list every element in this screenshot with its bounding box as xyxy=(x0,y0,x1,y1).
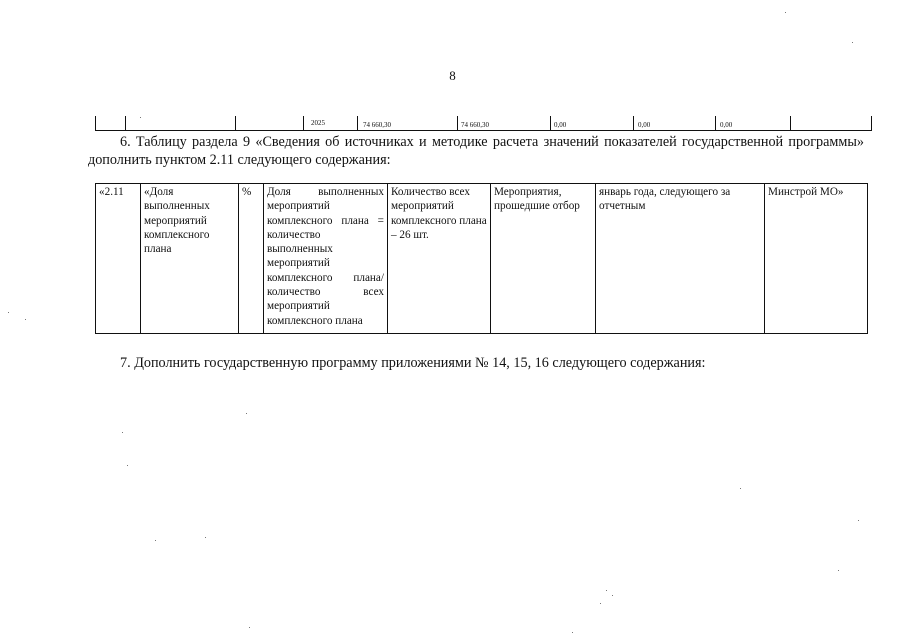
scan-speck xyxy=(140,117,141,118)
scan-speck xyxy=(25,319,26,320)
scan-speck xyxy=(852,42,853,43)
scan-speck xyxy=(8,312,9,313)
fragment-value-1: 0,00 xyxy=(554,121,567,129)
scan-speck xyxy=(785,12,786,13)
scan-speck xyxy=(606,590,607,591)
scan-speck xyxy=(155,540,156,541)
paragraph-7: 7. Дополнить государственную программу приложениями № 14, 15, 16 следующего содержания: xyxy=(120,355,706,371)
fragment-value-3: 0,00 xyxy=(720,121,733,129)
fragment-total: 74 660,30 xyxy=(363,121,391,129)
scan-speck xyxy=(205,537,206,538)
scan-speck xyxy=(249,627,250,628)
scan-speck xyxy=(246,413,247,414)
scan-speck xyxy=(858,520,859,521)
cell-indicator-name: «Доля выполненных мероприятий комплексного плана xyxy=(141,184,239,334)
fragment-value-2: 0,00 xyxy=(638,121,651,129)
scan-speck xyxy=(572,632,573,633)
cell-period: январь года, следующего за отчетным xyxy=(596,184,765,334)
table-row xyxy=(96,184,868,334)
cell-source: Мероприятия, прошедшие отбор xyxy=(491,184,596,334)
cell-unit: % xyxy=(239,184,264,334)
scan-speck xyxy=(740,488,741,489)
cell-responsible: Минстрой МО» xyxy=(765,184,868,334)
page-number: 8 xyxy=(449,68,456,83)
indicator-table xyxy=(95,183,868,334)
scan-speck xyxy=(127,465,128,466)
scan-speck xyxy=(838,570,839,571)
fragment-year: 2025 xyxy=(311,119,325,127)
cell-formula: Доля выполненных мероприятий комплексного плана = количество выполненных мероприятий комплексного плана/количество всех мероприятий комплексного плана xyxy=(264,184,388,334)
fragment-budget: 74 660,30 xyxy=(461,121,489,129)
cell-base-value: Количество всех мероприятий комплексного плана – 26 шт. xyxy=(388,184,491,334)
paragraph-6: 6. Таблицу раздела 9 «Сведения об источниках и методике расчета значений показателей государственной программы» дополнить пунктом 2.11 следующего содержания: xyxy=(88,134,864,168)
previous-table-fragment xyxy=(95,116,872,131)
scan-speck xyxy=(122,432,123,433)
cell-number: «2.11 xyxy=(96,184,141,334)
scan-speck xyxy=(600,603,601,604)
scan-speck xyxy=(612,595,613,596)
